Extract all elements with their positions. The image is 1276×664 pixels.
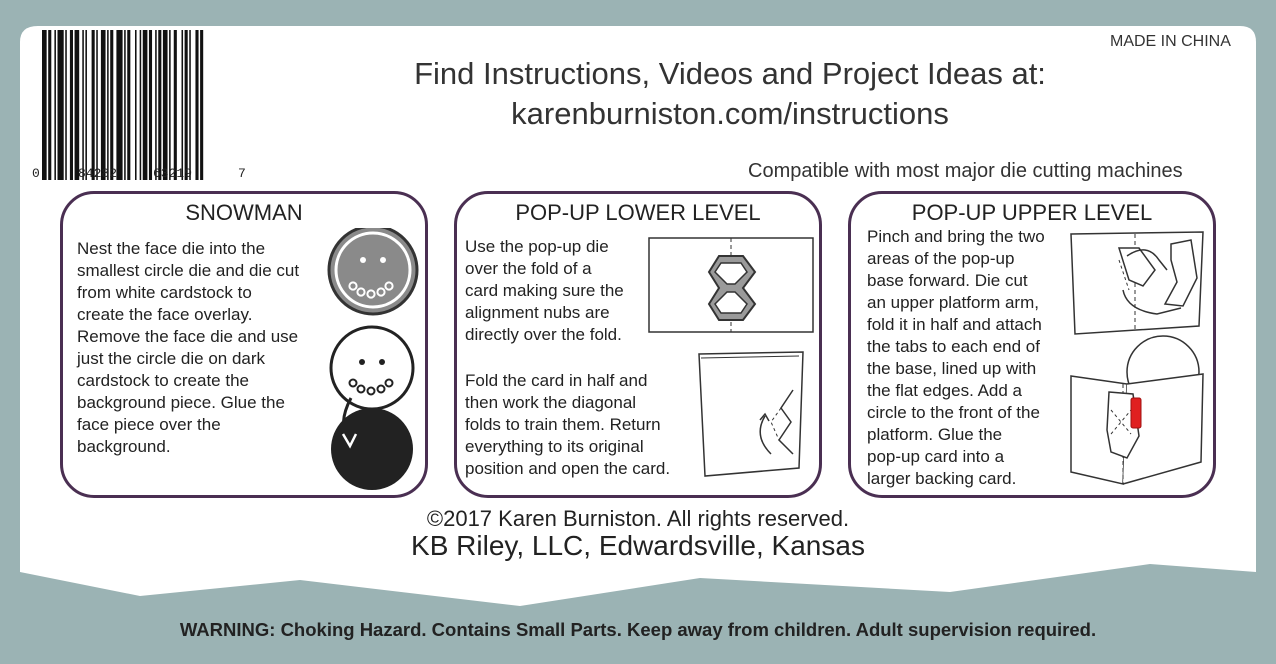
barcode-bar [42,30,47,180]
barcode-bar [116,30,122,180]
panel-title: POP-UP LOWER LEVEL [515,200,761,225]
text-line: just the circle die on dark [77,349,266,368]
text-line: fold it in half and attach [867,315,1042,334]
text-line: alignment nubs are [465,303,610,322]
barcode-bar [195,30,198,180]
panel-title: SNOWMAN [185,200,303,225]
barcode-bar [96,30,98,180]
barcode-bar [54,30,56,180]
panel-snowman [60,191,428,498]
text-line: the tabs to each end of [867,337,1040,356]
barcode-bar [82,30,84,180]
text-line: Use the pop-up die [465,237,609,256]
folded-card-illustration [693,350,811,480]
instructions-url[interactable]: karenburniston.com/instructions [511,96,949,131]
panel-text-2 [465,370,670,480]
barcode-digits-left: 84282 [78,166,118,181]
barcode-bar [158,30,161,180]
text-line: Pinch and bring the two [867,227,1045,246]
pop-up-platform-illustration [1067,334,1207,494]
barcode-bar [200,30,203,180]
text-line: background. [77,437,171,456]
text-line: from white cardstock to [77,283,252,302]
barcode-bar [92,30,95,180]
barcode-bar [185,30,188,180]
text-line: pop-up card into a [867,447,1005,466]
barcode-bar [135,30,137,180]
barcode-bar [124,30,126,180]
pop-up-die-illustration [647,236,815,336]
panel-text-1 [465,236,624,346]
text-line: face piece over the [77,415,221,434]
text-line: folds to train them. Return [465,415,661,434]
company-address: KB Riley, LLC, Edwardsville, Kansas [411,530,865,561]
barcode-bar [127,30,130,180]
text-line: the flat edges. Add a [867,381,1023,400]
barcode-bar [149,30,152,180]
choking-hazard-warning: WARNING: Choking Hazard. Contains Small Parts. Keep away from children. Adult supervision required. [179,619,1097,640]
text-line: over the fold of a [465,259,592,278]
text-line: create the face overlay. [77,305,253,324]
made-in-label: MADE IN CHINA [1110,33,1231,50]
barcode [42,30,242,180]
barcode-bar [85,30,87,180]
compatibility-note: Compatible with most major die cutting machines [748,160,1183,182]
barcode-bar [70,30,73,180]
barcode-digits-right: 63219 [153,166,193,181]
barcode-bar [140,30,142,180]
barcode-bar [182,30,184,180]
text-line: an upper platform arm, [867,293,1039,312]
barcode-digit-lead: 0 [32,166,40,181]
text-line: then work the diagonal [465,393,637,412]
barcode-bar [189,30,191,180]
panel-popup-upper [848,191,1216,498]
text-line: larger backing card. [867,469,1017,488]
text-line: position and open the card. [465,459,671,478]
text-line: everything to its original [465,437,644,456]
snowman-face-illustration [323,228,423,490]
barcode-bar [155,30,157,180]
text-line: directly over the fold. [465,325,622,344]
barcode-bar [48,30,51,180]
text-line: card making sure the [465,281,624,300]
text-line: areas of the pop-up [867,249,1015,268]
text-line: Nest the face die into the [77,239,266,258]
instructions-line-1: Find Instructions, Videos and Project Ideas at: [414,56,1046,91]
text-line: the base, lined up with [867,359,1037,378]
barcode-bar [143,30,148,180]
text-line: platform. Glue the [867,425,1003,444]
barcode-bar [58,30,64,180]
panel-text [77,238,299,458]
barcode-bar [110,30,113,180]
barcode-digit-check: 7 [238,166,246,181]
text-line: smallest circle die and die cut [77,261,300,280]
panel-popup-lower [454,191,822,498]
text-line: base forward. Die cut [867,271,1028,290]
text-line: circle to the front of the [867,403,1040,422]
panel-text [867,226,1045,490]
barcode-bar [75,30,80,180]
panel-title: POP-UP UPPER LEVEL [911,200,1153,225]
copyright-text: ©2017 Karen Burniston. All rights reserved. [426,506,850,531]
text-line: cardstock to create the [77,371,249,390]
text-line: Fold the card in half and [465,371,648,390]
text-line: background piece. Glue the [77,393,285,412]
barcode-bar [107,30,109,180]
barcode-bar [101,30,106,180]
barcode-bar [169,30,171,180]
pop-up-base-illustration [1067,230,1207,338]
barcode-bar [65,30,67,180]
barcode-bar [174,30,177,180]
barcode-bar [163,30,168,180]
instructions-heading [300,54,1160,134]
text-line: Remove the face die and use [77,327,299,346]
